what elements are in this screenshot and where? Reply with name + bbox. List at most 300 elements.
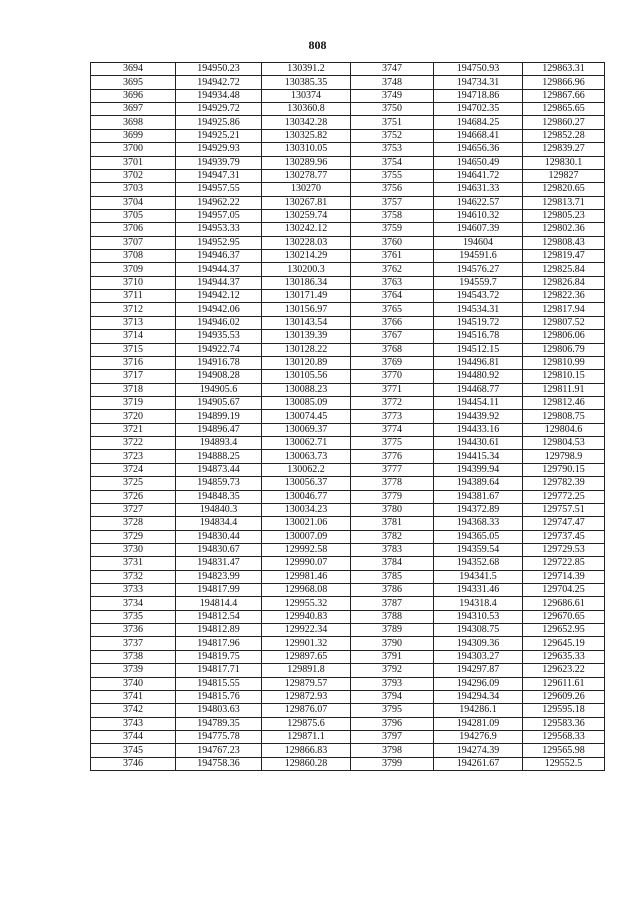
x-coordinate-left-cell: 194848.35	[176, 490, 262, 503]
x-coordinate-right-cell: 194496.81	[434, 356, 523, 369]
x-coordinate-right-cell: 194516.78	[434, 330, 523, 343]
point-number-right-cell: 3759	[351, 223, 434, 236]
table-row	[91, 169, 605, 182]
y-coordinate-left-cell: 129891.8	[262, 664, 351, 677]
x-coordinate-left-cell: 194840.3	[176, 503, 262, 516]
point-number-right-cell: 3765	[351, 303, 434, 316]
point-number-left-cell: 3707	[91, 236, 176, 249]
point-number-right-cell: 3747	[351, 63, 434, 76]
point-number-left-cell: 3744	[91, 730, 176, 743]
y-coordinate-left-cell: 130088.23	[262, 383, 351, 396]
point-number-right-cell: 3748	[351, 76, 434, 89]
y-coordinate-left-cell: 130267.81	[262, 196, 351, 209]
x-coordinate-right-cell: 194750.93	[434, 63, 523, 76]
x-coordinate-right-cell: 194576.27	[434, 263, 523, 276]
table-row	[91, 236, 605, 249]
x-coordinate-right-cell: 194415.34	[434, 450, 523, 463]
y-coordinate-right-cell: 129645.19	[523, 637, 605, 650]
point-number-right-cell: 3797	[351, 730, 434, 743]
point-number-right-cell: 3784	[351, 557, 434, 570]
x-coordinate-right-cell: 194668.41	[434, 129, 523, 142]
point-number-left-cell: 3739	[91, 664, 176, 677]
y-coordinate-right-cell: 129867.66	[523, 89, 605, 102]
table-row	[91, 650, 605, 663]
y-coordinate-left-cell: 129860.28	[262, 757, 351, 770]
table-row	[91, 183, 605, 196]
point-number-right-cell: 3758	[351, 209, 434, 222]
x-coordinate-left-cell: 194905.67	[176, 396, 262, 409]
y-coordinate-right-cell: 129808.75	[523, 410, 605, 423]
x-coordinate-right-cell: 194604	[434, 236, 523, 249]
x-coordinate-left-cell: 194929.93	[176, 143, 262, 156]
x-coordinate-right-cell: 194365.05	[434, 530, 523, 543]
point-number-left-cell: 3696	[91, 89, 176, 102]
x-coordinate-right-cell: 194718.86	[434, 89, 523, 102]
point-number-right-cell: 3766	[351, 316, 434, 329]
table-row	[91, 717, 605, 730]
y-coordinate-left-cell: 130062.2	[262, 463, 351, 476]
x-coordinate-left-cell: 194952.95	[176, 236, 262, 249]
y-coordinate-right-cell: 129820.65	[523, 183, 605, 196]
x-coordinate-left-cell: 194957.05	[176, 209, 262, 222]
table-row	[91, 744, 605, 757]
x-coordinate-right-cell: 194310.53	[434, 610, 523, 623]
table-row	[91, 490, 605, 503]
y-coordinate-right-cell: 129812.46	[523, 396, 605, 409]
point-number-right-cell: 3755	[351, 169, 434, 182]
y-coordinate-left-cell: 130289.96	[262, 156, 351, 169]
table-row	[91, 463, 605, 476]
x-coordinate-right-cell: 194534.31	[434, 303, 523, 316]
point-number-right-cell: 3756	[351, 183, 434, 196]
table-row	[91, 757, 605, 770]
x-coordinate-right-cell: 194352.68	[434, 557, 523, 570]
y-coordinate-left-cell: 130007.09	[262, 530, 351, 543]
x-coordinate-left-cell: 194758.36	[176, 757, 262, 770]
y-coordinate-right-cell: 129819.47	[523, 250, 605, 263]
y-coordinate-left-cell: 129875.6	[262, 717, 351, 730]
point-number-left-cell: 3714	[91, 330, 176, 343]
point-number-right-cell: 3753	[351, 143, 434, 156]
point-number-right-cell: 3788	[351, 610, 434, 623]
x-coordinate-left-cell: 194905.6	[176, 383, 262, 396]
x-coordinate-right-cell: 194261.67	[434, 757, 523, 770]
y-coordinate-right-cell: 129825.84	[523, 263, 605, 276]
x-coordinate-left-cell: 194942.72	[176, 76, 262, 89]
point-number-right-cell: 3767	[351, 330, 434, 343]
x-coordinate-left-cell: 194830.67	[176, 543, 262, 556]
table-row	[91, 383, 605, 396]
y-coordinate-right-cell: 129804.6	[523, 423, 605, 436]
table-row	[91, 450, 605, 463]
point-number-left-cell: 3725	[91, 477, 176, 490]
x-coordinate-left-cell: 194925.21	[176, 129, 262, 142]
point-number-right-cell: 3790	[351, 637, 434, 650]
y-coordinate-right-cell: 129839.27	[523, 143, 605, 156]
x-coordinate-left-cell: 194815.76	[176, 690, 262, 703]
point-number-right-cell: 3773	[351, 410, 434, 423]
point-number-right-cell: 3764	[351, 290, 434, 303]
table-row	[91, 437, 605, 450]
point-number-left-cell: 3705	[91, 209, 176, 222]
x-coordinate-left-cell: 194830.44	[176, 530, 262, 543]
x-coordinate-right-cell: 194433.16	[434, 423, 523, 436]
y-coordinate-right-cell: 129737.45	[523, 530, 605, 543]
point-number-left-cell: 3735	[91, 610, 176, 623]
y-coordinate-right-cell: 129804.53	[523, 437, 605, 450]
y-coordinate-left-cell: 130360.8	[262, 103, 351, 116]
x-coordinate-left-cell: 194814.4	[176, 597, 262, 610]
point-number-right-cell: 3780	[351, 503, 434, 516]
x-coordinate-right-cell: 194286.1	[434, 704, 523, 717]
x-coordinate-left-cell: 194812.89	[176, 624, 262, 637]
point-number-left-cell: 3736	[91, 624, 176, 637]
x-coordinate-right-cell: 194684.25	[434, 116, 523, 129]
point-number-left-cell: 3700	[91, 143, 176, 156]
y-coordinate-right-cell: 129807.52	[523, 316, 605, 329]
point-number-right-cell: 3785	[351, 570, 434, 583]
y-coordinate-right-cell: 129806.06	[523, 330, 605, 343]
point-number-left-cell: 3732	[91, 570, 176, 583]
table-row	[91, 624, 605, 637]
point-number-left-cell: 3719	[91, 396, 176, 409]
table-row	[91, 597, 605, 610]
table-row	[91, 156, 605, 169]
y-coordinate-left-cell: 130034.23	[262, 503, 351, 516]
point-number-right-cell: 3795	[351, 704, 434, 717]
table-row	[91, 730, 605, 743]
y-coordinate-right-cell: 129813.71	[523, 196, 605, 209]
y-coordinate-left-cell: 129968.08	[262, 584, 351, 597]
point-number-right-cell: 3754	[351, 156, 434, 169]
x-coordinate-left-cell: 194916.78	[176, 356, 262, 369]
x-coordinate-right-cell: 194303.27	[434, 650, 523, 663]
y-coordinate-left-cell: 129981.46	[262, 570, 351, 583]
x-coordinate-right-cell: 194734.31	[434, 76, 523, 89]
point-number-right-cell: 3760	[351, 236, 434, 249]
point-number-right-cell: 3792	[351, 664, 434, 677]
point-number-right-cell: 3763	[351, 276, 434, 289]
point-number-right-cell: 3768	[351, 343, 434, 356]
table-row	[91, 637, 605, 650]
x-coordinate-right-cell: 194610.32	[434, 209, 523, 222]
x-coordinate-left-cell: 194834.4	[176, 517, 262, 530]
x-coordinate-right-cell: 194309.36	[434, 637, 523, 650]
y-coordinate-right-cell: 129583.36	[523, 717, 605, 730]
y-coordinate-left-cell: 130021.06	[262, 517, 351, 530]
y-coordinate-left-cell: 129897.65	[262, 650, 351, 663]
point-number-right-cell: 3799	[351, 757, 434, 770]
table-row	[91, 477, 605, 490]
y-coordinate-right-cell: 129811.91	[523, 383, 605, 396]
y-coordinate-left-cell: 130374	[262, 89, 351, 102]
point-number-right-cell: 3775	[351, 437, 434, 450]
point-number-left-cell: 3709	[91, 263, 176, 276]
x-coordinate-right-cell: 194631.33	[434, 183, 523, 196]
point-number-right-cell: 3791	[351, 650, 434, 663]
y-coordinate-left-cell: 130156.97	[262, 303, 351, 316]
table-row	[91, 143, 605, 156]
x-coordinate-right-cell: 194308.75	[434, 624, 523, 637]
y-coordinate-left-cell: 130200.3	[262, 263, 351, 276]
y-coordinate-right-cell: 129565.98	[523, 744, 605, 757]
table-row	[91, 664, 605, 677]
x-coordinate-left-cell: 194823.99	[176, 570, 262, 583]
point-number-left-cell: 3702	[91, 169, 176, 182]
y-coordinate-right-cell: 129808.43	[523, 236, 605, 249]
y-coordinate-left-cell: 129866.83	[262, 744, 351, 757]
point-number-right-cell: 3770	[351, 370, 434, 383]
y-coordinate-left-cell: 130242.12	[262, 223, 351, 236]
point-number-right-cell: 3752	[351, 129, 434, 142]
point-number-left-cell: 3721	[91, 423, 176, 436]
y-coordinate-right-cell: 129852.28	[523, 129, 605, 142]
x-coordinate-left-cell: 194789.35	[176, 717, 262, 730]
x-coordinate-right-cell: 194297.87	[434, 664, 523, 677]
x-coordinate-left-cell: 194942.06	[176, 303, 262, 316]
point-number-left-cell: 3715	[91, 343, 176, 356]
point-number-left-cell: 3720	[91, 410, 176, 423]
point-number-right-cell: 3769	[351, 356, 434, 369]
point-number-left-cell: 3727	[91, 503, 176, 516]
point-number-left-cell: 3733	[91, 584, 176, 597]
y-coordinate-left-cell: 129990.07	[262, 557, 351, 570]
point-number-left-cell: 3724	[91, 463, 176, 476]
y-coordinate-left-cell: 130120.89	[262, 356, 351, 369]
x-coordinate-right-cell: 194439.92	[434, 410, 523, 423]
y-coordinate-left-cell: 130056.37	[262, 477, 351, 490]
point-number-left-cell: 3742	[91, 704, 176, 717]
y-coordinate-left-cell: 130062.71	[262, 437, 351, 450]
y-coordinate-left-cell: 129872.93	[262, 690, 351, 703]
point-number-right-cell: 3782	[351, 530, 434, 543]
point-number-right-cell: 3771	[351, 383, 434, 396]
x-coordinate-right-cell: 194341.5	[434, 570, 523, 583]
x-coordinate-right-cell: 194372.89	[434, 503, 523, 516]
x-coordinate-left-cell: 194929.72	[176, 103, 262, 116]
y-coordinate-left-cell: 130342.28	[262, 116, 351, 129]
point-number-left-cell: 3722	[91, 437, 176, 450]
table-row	[91, 276, 605, 289]
x-coordinate-right-cell: 194430.61	[434, 437, 523, 450]
x-coordinate-left-cell: 194934.48	[176, 89, 262, 102]
point-number-left-cell: 3698	[91, 116, 176, 129]
table-row	[91, 543, 605, 556]
x-coordinate-right-cell: 194274.39	[434, 744, 523, 757]
x-coordinate-left-cell: 194925.86	[176, 116, 262, 129]
y-coordinate-left-cell: 130259.74	[262, 209, 351, 222]
point-number-left-cell: 3710	[91, 276, 176, 289]
point-number-right-cell: 3777	[351, 463, 434, 476]
table-row	[91, 530, 605, 543]
point-number-right-cell: 3779	[351, 490, 434, 503]
point-number-left-cell: 3737	[91, 637, 176, 650]
x-coordinate-right-cell: 194559.7	[434, 276, 523, 289]
table-row	[91, 423, 605, 436]
y-coordinate-right-cell: 129704.25	[523, 584, 605, 597]
table-row	[91, 343, 605, 356]
x-coordinate-left-cell: 194815.55	[176, 677, 262, 690]
x-coordinate-right-cell: 194543.72	[434, 290, 523, 303]
point-number-right-cell: 3762	[351, 263, 434, 276]
point-number-right-cell: 3749	[351, 89, 434, 102]
table-row	[91, 356, 605, 369]
point-number-right-cell: 3783	[351, 543, 434, 556]
y-coordinate-left-cell: 130270	[262, 183, 351, 196]
x-coordinate-left-cell: 194873.44	[176, 463, 262, 476]
x-coordinate-left-cell: 194819.75	[176, 650, 262, 663]
x-coordinate-left-cell: 194944.37	[176, 276, 262, 289]
x-coordinate-left-cell: 194944.37	[176, 263, 262, 276]
y-coordinate-right-cell: 129805.23	[523, 209, 605, 222]
x-coordinate-right-cell: 194607.39	[434, 223, 523, 236]
point-number-left-cell: 3704	[91, 196, 176, 209]
y-coordinate-left-cell: 130074.45	[262, 410, 351, 423]
x-coordinate-right-cell: 194641.72	[434, 169, 523, 182]
table-row	[91, 316, 605, 329]
y-coordinate-left-cell: 130046.77	[262, 490, 351, 503]
table-row	[91, 129, 605, 142]
y-coordinate-left-cell: 129876.07	[262, 704, 351, 717]
y-coordinate-right-cell: 129863.31	[523, 63, 605, 76]
y-coordinate-left-cell: 130228.03	[262, 236, 351, 249]
x-coordinate-left-cell: 194812.54	[176, 610, 262, 623]
table-row	[91, 690, 605, 703]
y-coordinate-right-cell: 129802.36	[523, 223, 605, 236]
table-row	[91, 610, 605, 623]
point-number-left-cell: 3741	[91, 690, 176, 703]
table-row	[91, 677, 605, 690]
x-coordinate-left-cell: 194939.79	[176, 156, 262, 169]
x-coordinate-left-cell: 194817.96	[176, 637, 262, 650]
y-coordinate-left-cell: 130391.2	[262, 63, 351, 76]
x-coordinate-left-cell: 194859.73	[176, 477, 262, 490]
y-coordinate-left-cell: 129871.1	[262, 730, 351, 743]
x-coordinate-left-cell: 194957.55	[176, 183, 262, 196]
y-coordinate-right-cell: 129635.33	[523, 650, 605, 663]
y-coordinate-left-cell: 130186.34	[262, 276, 351, 289]
y-coordinate-right-cell: 129790.15	[523, 463, 605, 476]
y-coordinate-right-cell: 129714.39	[523, 570, 605, 583]
x-coordinate-left-cell: 194817.71	[176, 664, 262, 677]
point-number-left-cell: 3711	[91, 290, 176, 303]
x-coordinate-right-cell: 194468.77	[434, 383, 523, 396]
point-number-left-cell: 3703	[91, 183, 176, 196]
table-row	[91, 290, 605, 303]
x-coordinate-left-cell: 194946.37	[176, 250, 262, 263]
x-coordinate-right-cell: 194512.15	[434, 343, 523, 356]
x-coordinate-right-cell: 194318.4	[434, 597, 523, 610]
y-coordinate-right-cell: 129806.79	[523, 343, 605, 356]
point-number-right-cell: 3761	[351, 250, 434, 263]
table-row	[91, 89, 605, 102]
page-number: 808	[308, 38, 327, 52]
y-coordinate-right-cell: 129866.96	[523, 76, 605, 89]
y-coordinate-left-cell: 130063.73	[262, 450, 351, 463]
table-row	[91, 557, 605, 570]
point-number-left-cell: 3694	[91, 63, 176, 76]
x-coordinate-left-cell: 194922.74	[176, 343, 262, 356]
x-coordinate-right-cell: 194480.92	[434, 370, 523, 383]
point-number-left-cell: 3740	[91, 677, 176, 690]
y-coordinate-right-cell: 129623.22	[523, 664, 605, 677]
y-coordinate-right-cell: 129552.5	[523, 757, 605, 770]
point-number-left-cell: 3697	[91, 103, 176, 116]
y-coordinate-right-cell: 129822.36	[523, 290, 605, 303]
point-number-left-cell: 3701	[91, 156, 176, 169]
point-number-right-cell: 3774	[351, 423, 434, 436]
x-coordinate-right-cell: 194296.09	[434, 677, 523, 690]
y-coordinate-right-cell: 129595.18	[523, 704, 605, 717]
point-number-left-cell: 3723	[91, 450, 176, 463]
table-row	[91, 503, 605, 516]
x-coordinate-left-cell: 194942.12	[176, 290, 262, 303]
point-number-left-cell: 3738	[91, 650, 176, 663]
y-coordinate-left-cell: 130105.56	[262, 370, 351, 383]
point-number-left-cell: 3734	[91, 597, 176, 610]
x-coordinate-left-cell: 194817.99	[176, 584, 262, 597]
y-coordinate-right-cell: 129568.33	[523, 730, 605, 743]
table-row	[91, 584, 605, 597]
x-coordinate-right-cell: 194381.67	[434, 490, 523, 503]
x-coordinate-right-cell: 194359.54	[434, 543, 523, 556]
x-coordinate-right-cell: 194331.46	[434, 584, 523, 597]
point-number-left-cell: 3695	[91, 76, 176, 89]
table-row	[91, 370, 605, 383]
y-coordinate-right-cell: 129747.47	[523, 517, 605, 530]
point-number-right-cell: 3772	[351, 396, 434, 409]
table-row	[91, 209, 605, 222]
point-number-right-cell: 3793	[351, 677, 434, 690]
table-row	[91, 570, 605, 583]
table-row	[91, 330, 605, 343]
y-coordinate-left-cell: 129955.32	[262, 597, 351, 610]
y-coordinate-right-cell: 129611.61	[523, 677, 605, 690]
x-coordinate-right-cell: 194591.6	[434, 250, 523, 263]
y-coordinate-right-cell: 129865.65	[523, 103, 605, 116]
x-coordinate-right-cell: 194454.11	[434, 396, 523, 409]
x-coordinate-left-cell: 194775.78	[176, 730, 262, 743]
point-number-right-cell: 3789	[351, 624, 434, 637]
point-number-left-cell: 3726	[91, 490, 176, 503]
table-row	[91, 396, 605, 409]
point-number-right-cell: 3798	[351, 744, 434, 757]
x-coordinate-right-cell: 194389.64	[434, 477, 523, 490]
y-coordinate-left-cell: 129879.57	[262, 677, 351, 690]
table-row	[91, 517, 605, 530]
x-coordinate-left-cell: 194888.25	[176, 450, 262, 463]
point-number-left-cell: 3708	[91, 250, 176, 263]
x-coordinate-left-cell: 194962.22	[176, 196, 262, 209]
y-coordinate-right-cell: 129609.26	[523, 690, 605, 703]
y-coordinate-right-cell: 129782.39	[523, 477, 605, 490]
table-row	[91, 263, 605, 276]
point-number-left-cell: 3731	[91, 557, 176, 570]
x-coordinate-left-cell: 194899.19	[176, 410, 262, 423]
point-number-right-cell: 3781	[351, 517, 434, 530]
y-coordinate-left-cell: 130385.35	[262, 76, 351, 89]
x-coordinate-left-cell: 194953.33	[176, 223, 262, 236]
x-coordinate-left-cell: 194831.47	[176, 557, 262, 570]
point-number-left-cell: 3716	[91, 356, 176, 369]
table-row	[91, 103, 605, 116]
y-coordinate-right-cell: 129810.99	[523, 356, 605, 369]
point-number-left-cell: 3718	[91, 383, 176, 396]
x-coordinate-right-cell: 194702.35	[434, 103, 523, 116]
y-coordinate-right-cell: 129772.25	[523, 490, 605, 503]
table-row	[91, 223, 605, 236]
y-coordinate-left-cell: 130069.37	[262, 423, 351, 436]
